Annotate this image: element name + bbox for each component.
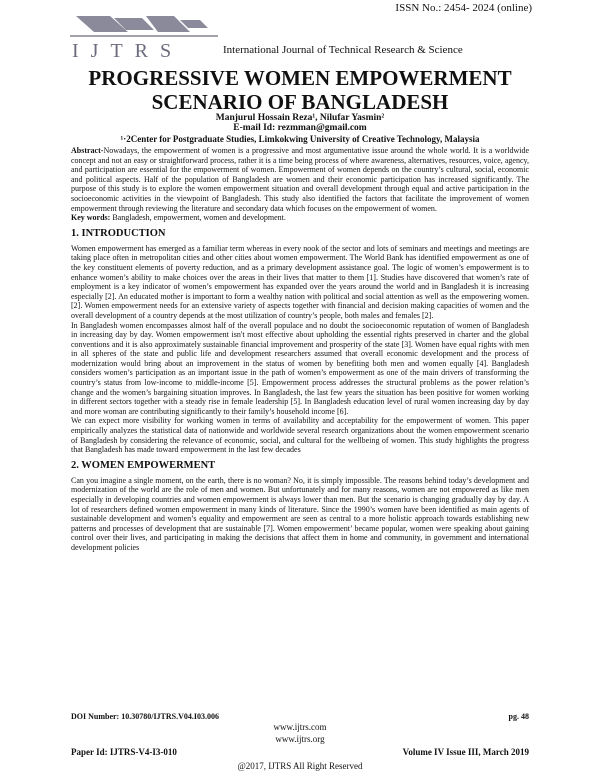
doi-number: DOI Number: 10.30780/IJTRS.V04.I03.006	[71, 712, 220, 721]
author-block	[0, 113, 600, 133]
volume-issue: Volume IV Issue III, March 2019	[402, 747, 529, 757]
section-heading-introduction: 1. INTRODUCTION	[71, 227, 166, 239]
paper-body	[71, 146, 529, 553]
website-link-com[interactable]: www.ijtrs.com	[273, 722, 327, 732]
footer-row	[71, 747, 529, 757]
intro-paragraph-3: We can expect more visibility for working women in terms of availability and acceptability for the empowerment of women. This paper empirically analyzes the statistical data of nationwide and worldwide several research organizations about the women empowerment scenario of Bangladesh by considering the relevance of economic, social, and cultural for the wellbeing of women. This study highlights the progress that Bangladesh has made toward empowerment in the last few decades	[71, 416, 529, 455]
affiliation: ¹·2Center for Postgraduate Studies, Limkokwing University of Creative Technology, Malaysia	[120, 134, 480, 144]
section-heading-women-empowerment: 2. WOMEN EMPOWERMENT	[71, 459, 216, 471]
journal-logo	[62, 12, 222, 62]
abstract-text: Nowadays, the empowerment of women is a progressive and most argumentative issue around the whole world. It is a worldwide concept and not an easy or straightforward process, rather it is a time being process of where awareness, alternatives, resources, voice, agency, and participation are essential for the empowerment of women. Empowerment of women depends on the country’s cultural, social, economic and political aspects. Half of the population of Bangladesh are women and their economic participation has increased significantly. The purpose of this study is to explore the women empowerment situation and overall development through equal and active participation in the socioeconomic activities in the viewpoint of Bangladesh. This study also identified the factors that facilitate the improvement of women empowerment through reviewing the literature and secondary data which focuses on the empowerment of women.	[71, 146, 529, 213]
keywords-text: Bangladesh, empowerment, women and development.	[110, 213, 286, 223]
authors: Manjurul Hossain Reza¹, Nilufar Yasmin²	[215, 113, 385, 123]
intro-paragraph-2: In Bangladesh women encompasses almost half of the overall populace and no doubt the socioeconomic reputation of women of Bangladesh in increasing day by day. Women empowerment isn't most effective about upholding the essential rights preserved in charter and the global conventions and it is also approximately sustainable financial improvement and prosperity of the state [3]. Women have equal rights with men in all spheres of the state and public life and development researchers assumed that overall economic development and the process of modernization would bring about an improvement in the status of women by benefiting both men and women equally [4]. Bangladesh considers women’s participation as an important issue in the path of women’s empowerment as one of the main drivers of transforming the country’s status from low-income to middle-income [5]. Empowerment process addresses the structural problems as the power relation’s change and the women’s bargaining situation improves. In Bangladesh, the last few years the situation has been positive for women working in different sectors together with a steady rise in female leadership [5]. In Bangladesh education level of rural women increasing day by day and more woman are contributing significantly to their family’s household income [6].	[71, 320, 529, 416]
keywords	[71, 213, 529, 223]
paper-id: Paper Id: IJTRS-V4-I3-010	[71, 747, 177, 757]
empowerment-paragraph-1: Can you imagine a single moment, on the earth, there is no woman? No, it is simply impossible. The reasons behind today’s development and modernization of the world are the role of men and women. But unfortunately and for many reasons, women are not empowered as like men especially in developing countries and women empowerment is always lower than men. But the scenario is changing gradually day by day. A lot of researchers defined women empowerment in many kinds of literature. Since the 1990’s women have been identified as main agents of sustainable development and women’s equality and empowerment are seen as central to a more holistic approach towards establishing new patterns and processes of development that are sustainable [7]. Women empowerment’ became popular, women were speaking about gaining control over their lives, and participating in making the decisions that affect them in home and community, in government and international development policies	[71, 475, 529, 552]
abstract-label: Abstract-	[71, 146, 104, 155]
keywords-label: Key words:	[71, 213, 111, 223]
abstract	[71, 146, 529, 213]
author-email: E-mail Id: rezmman@gmail.com	[233, 123, 367, 133]
website-link-org[interactable]: www.ijtrs.org	[275, 734, 325, 744]
page-number: pg. 48	[508, 712, 529, 721]
copyright: @2017, IJTRS All Right Reserved	[237, 761, 363, 771]
issn-number: ISSN No.: 2454- 2024 (online)	[395, 2, 532, 14]
intro-paragraph-1: Women empowerment has emerged as a familiar term whereas in every nook of the sector and lots of seminars and meetings and meetings are taking place often in metropolitan cities and other cities about women empowerment. The World Bank has identified empowerment as one of the key constituent elements of poverty reduction, and as a primary development assistance goal. The logic of women’s empowerment is to enhance women’s ability to make choices over the areas in their lives that matter to them [1]. Studies have discovered that women’s rate of employment is a key indicator of women’s empowerment has expanded over the years around the world and in Bangladesh it is increasing especially [2]. An educated mother is important to form a wealthy nation with political and social attention as well as the empowering women. [2]. Women empowerment needs for an extensive variety of aspects together with financial and decision making capacities of women and the overall development of a country depends at the most utilization of country’s people, both males and females [2].	[71, 243, 529, 320]
paper-title	[0, 66, 600, 114]
doi-row	[71, 712, 529, 721]
title-line-2: SCENARIO OF BANGLADESH	[151, 90, 449, 114]
journal-name: International Journal of Technical Research & Science	[223, 44, 463, 56]
title-line-1: PROGRESSIVE WOMEN EMPOWERMENT	[88, 66, 512, 90]
logo-text: IJTRS	[72, 40, 184, 62]
